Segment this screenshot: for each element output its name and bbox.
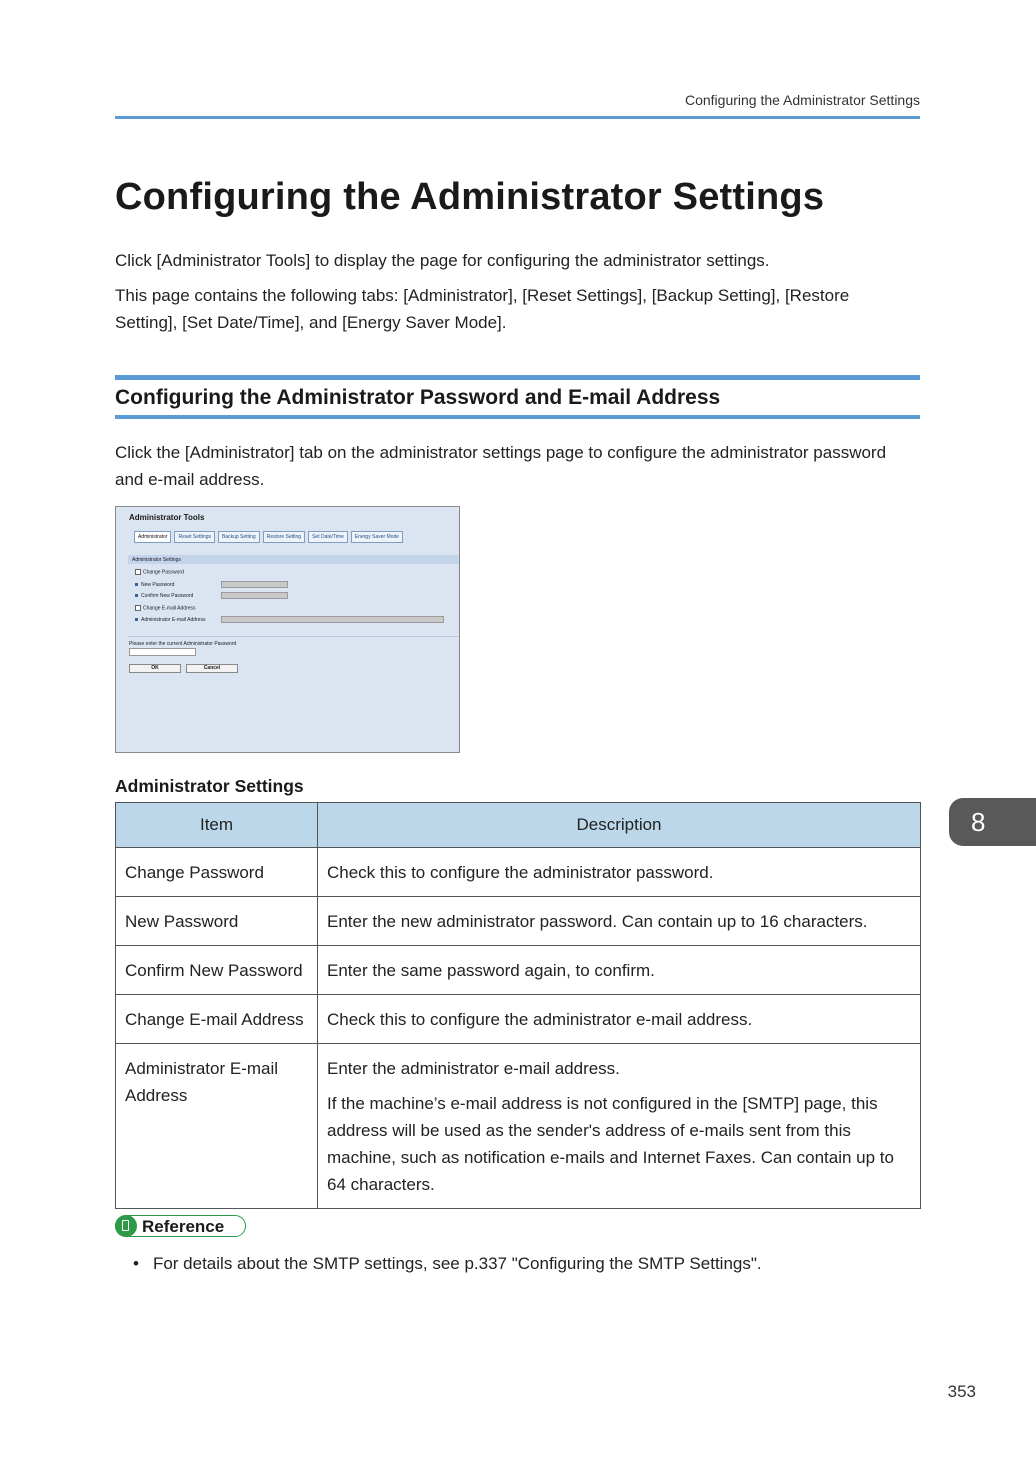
table-row <box>116 848 921 897</box>
screenshot-current-password-input[interactable] <box>129 648 196 656</box>
column-header-description: Description <box>318 803 921 848</box>
table-cell-description <box>318 848 921 897</box>
screenshot-row-admin-email <box>135 617 205 623</box>
screenshot-row-change-email[interactable] <box>135 605 196 611</box>
book-icon <box>115 1215 137 1237</box>
intro-paragraph-2: This page contains the following tabs: [Administrator], [Reset Settings], [Backup Setting], [Restore Setting], [Set Date/Time], and [Energy Saver Mode]. <box>115 286 850 332</box>
reference-badge <box>115 1215 246 1237</box>
screenshot-new-password-field[interactable] <box>221 581 288 588</box>
table-cell-item: Confirm New Password <box>116 946 318 995</box>
section-heading-band <box>115 375 920 419</box>
checkbox-icon[interactable] <box>135 569 141 575</box>
screenshot-row-confirm-new-password <box>135 593 193 599</box>
page-number: 353 <box>947 1382 976 1401</box>
chapter-number: 8 <box>971 807 986 837</box>
column-header-item: Item <box>116 803 318 848</box>
screenshot-admin-email-field[interactable] <box>221 616 444 623</box>
reference-label: Reference <box>142 1217 225 1236</box>
screenshot-row-label: Change E-mail Address <box>143 605 196 612</box>
screenshot-tab-reset-settings[interactable]: Reset Settings <box>174 531 215 543</box>
screenshot-ok-button[interactable]: OK <box>129 664 181 673</box>
reference-list <box>133 1254 762 1274</box>
square-bullet-icon <box>135 618 138 621</box>
screenshot-cancel-button[interactable]: Cancel <box>186 664 238 673</box>
administrator-settings-table <box>115 802 921 1209</box>
screenshot-tab-set-date-time[interactable]: Set Date/Time <box>308 531 348 543</box>
table-cell-item: Change Password <box>116 848 318 897</box>
screenshot-tab-restore-setting[interactable]: Restore Setting <box>263 531 305 543</box>
header-rule <box>115 116 920 119</box>
section-heading: Configuring the Administrator Password and E-mail Address <box>115 386 721 409</box>
table-cell-description <box>318 946 921 995</box>
square-bullet-icon <box>135 583 138 586</box>
table-caption: Administrator Settings <box>115 776 304 796</box>
screenshot-tab-energy-saver-mode[interactable]: Energy Saver Mode <box>351 531 403 543</box>
table-cell-item: New Password <box>116 897 318 946</box>
table-header-row <box>116 803 921 848</box>
screenshot-tab-administrator[interactable]: Administrator <box>134 531 171 543</box>
screenshot-tabs <box>134 531 403 543</box>
table-cell-description <box>318 1044 921 1209</box>
screenshot-row-label: Administrator E-mail Address <box>141 617 206 623</box>
screenshot-row-label: Confirm New Password <box>141 593 194 599</box>
screenshot-row-change-password[interactable] <box>135 569 184 575</box>
table-cell-description <box>318 897 921 946</box>
screenshot-confirm-password-field[interactable] <box>221 592 288 599</box>
table-row <box>116 995 921 1044</box>
description-text: Check this to configure the administrator e-mail address. <box>327 1010 753 1029</box>
screenshot-band-label: Administrator Settings <box>132 557 181 563</box>
description-text: Enter the new administrator password. Can contain up to 16 characters. <box>327 912 868 931</box>
screenshot-password-prompt: Please enter the current Administrator Password <box>129 641 237 647</box>
section-body: Click the [Administrator] tab on the administrator settings page to configure the administrator password and e-mail address. <box>115 443 887 489</box>
description-text: Check this to configure the administrator password. <box>327 863 714 882</box>
chapter-tab <box>949 798 1036 846</box>
screenshot-row-label: New Password <box>141 582 175 588</box>
running-head: Configuring the Administrator Settings <box>684 92 920 108</box>
administrator-tools-screenshot <box>115 506 460 753</box>
description-text: Enter the same password again, to confirm. <box>327 961 655 980</box>
table-row <box>116 946 921 995</box>
checkbox-icon[interactable] <box>135 605 141 611</box>
screenshot-row-new-password <box>135 582 174 588</box>
screenshot-tab-backup-setting[interactable]: Backup Setting <box>218 531 260 543</box>
screenshot-section-band <box>128 555 460 564</box>
table-cell-item: Administrator E-mail Address <box>116 1044 318 1209</box>
table-row <box>116 1044 921 1209</box>
intro-paragraph-1: Click [Administrator Tools] to display the page for configuring the administrator settings. <box>115 251 770 270</box>
table-cell-item: Change E-mail Address <box>116 995 318 1044</box>
screenshot-divider <box>128 636 460 637</box>
table-row <box>116 897 921 946</box>
square-bullet-icon <box>135 594 138 597</box>
screenshot-row-label: Change Password <box>143 569 184 576</box>
page-title: Configuring the Administrator Settings <box>115 176 825 218</box>
description-text: If the machine’s e-mail address is not configured in the [SMTP] page, this address will be used as the sender's address of e-mails sent from this machine, such as notification e-mails and Internet Faxes. Can contain up to 64 characters. <box>327 1094 894 1194</box>
reference-item: • For details about the SMTP settings, see p.337 "Configuring the SMTP Settings". <box>133 1254 762 1274</box>
description-text: Enter the administrator e-mail address. <box>327 1059 620 1078</box>
table-cell-description <box>318 995 921 1044</box>
screenshot-title: Administrator Tools <box>129 513 205 522</box>
